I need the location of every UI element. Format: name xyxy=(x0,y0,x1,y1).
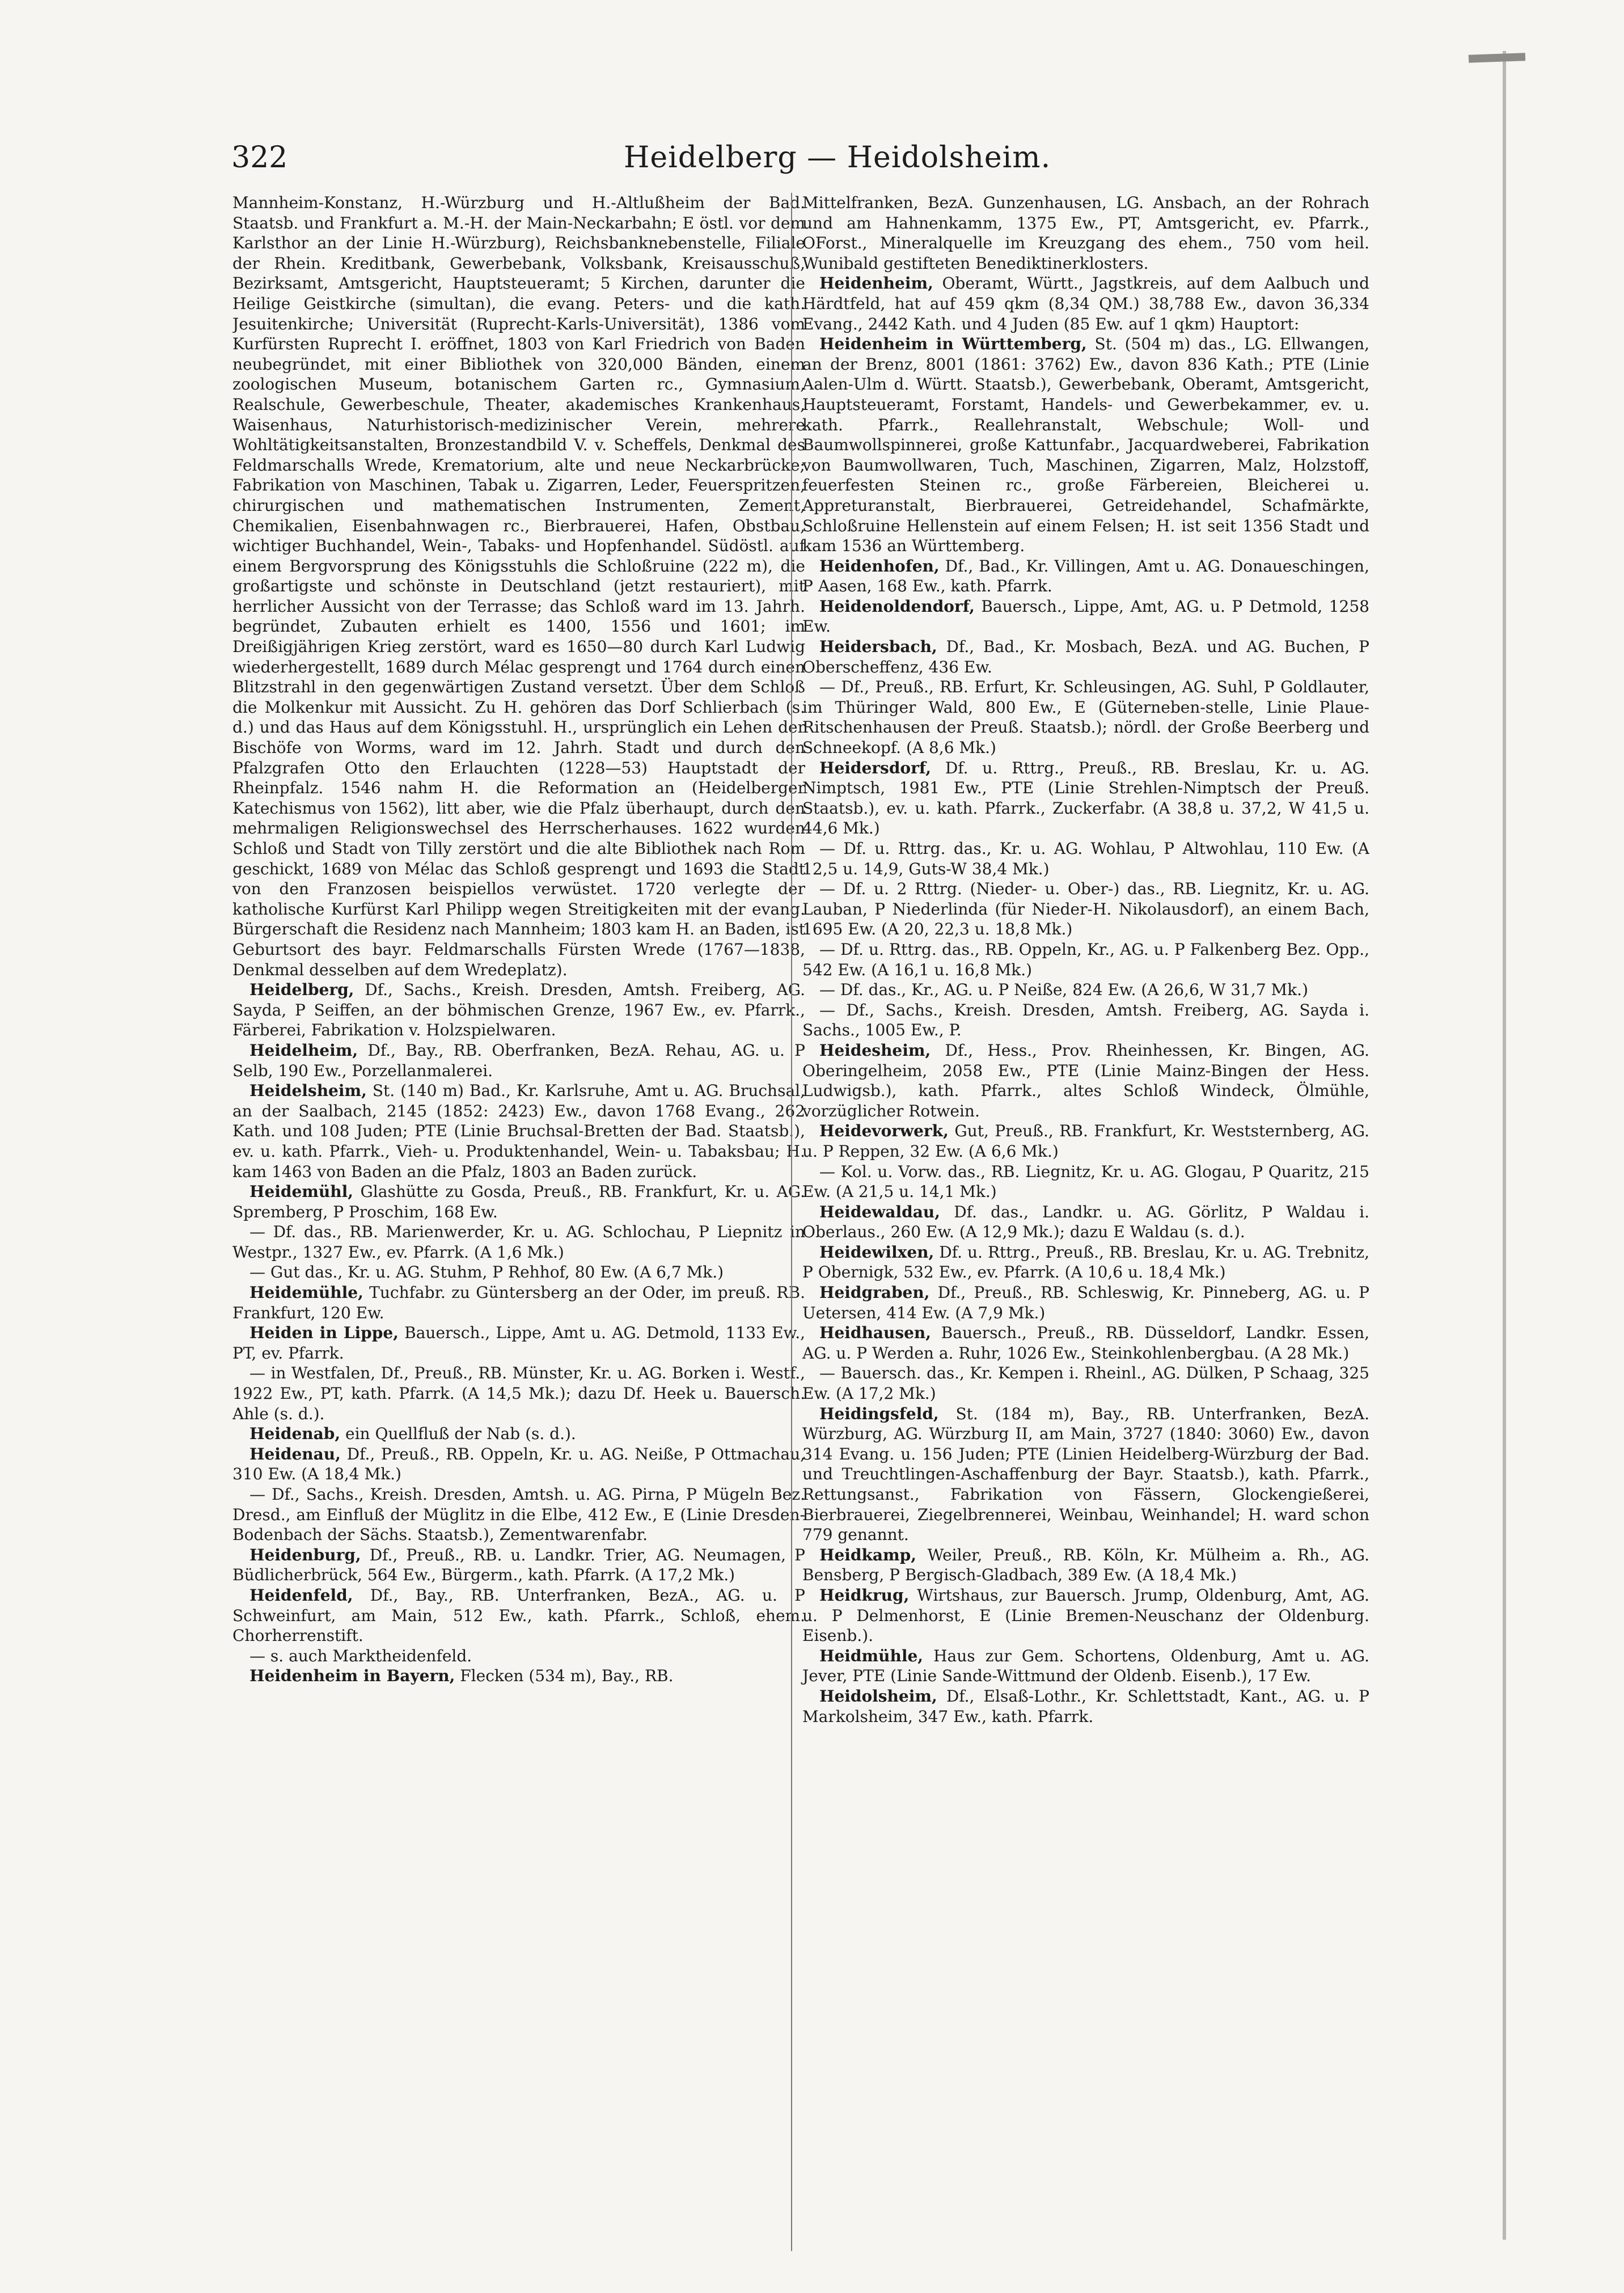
entry-headword: Heidenheim, xyxy=(819,274,933,293)
dictionary-entry xyxy=(802,596,1369,637)
dictionary-entry xyxy=(232,1283,805,1323)
entry-headword: Heidevorwerk, xyxy=(819,1122,949,1141)
entry-headword: Heidelberg, xyxy=(249,980,354,1000)
entry-text: — Df. das., Kr., AG. u. P Neiße, 824 Ew. (A 26,6, W 31,7 Mk.) xyxy=(819,980,1308,1000)
entry-text: St. (504 m) das., LG. Ellwangen, an der Brenz, 8001 (1861: 3762) Ew., davon 836 Kath.; PTE (Linie Aalen-Ulm d. Württ. Staatsb.), Gewerbebank, Oberamt, Amtsgericht, Hauptsteueramt, Forstamt, Handels- und Gewerbekammer, ev. u. kath. Pfarrk., Reallehranstalt, Webschule; Woll- und Baumwollspinnerei, große Kattunfabr., Jacquardweberei, Fabrikation von Baumwollwaren, Tuch, Maschinen, Zigarren, Malz, Holzstoff, feuerfesten Steinen rc., große Färbereien, Bleicherei u. Appreturanstalt, Bierbrauerei, Getreidehandel, Schafmärkte, Schloßruine Hellenstein auf einem Felsen; H. ist seit 1356 Stadt und kam 1536 an Württemberg. xyxy=(802,335,1369,556)
dictionary-entry xyxy=(802,1040,1369,1121)
dictionary-entry xyxy=(802,758,1369,839)
entry-text: Df. u. Rttrg., Preuß., RB. Breslau, Kr. u. AG. Trebnitz, P Obernigk, 532 Ew., ev. Pfarrk. (A 10,6 u. 18,4 Mk.) xyxy=(802,1242,1369,1282)
dictionary-entry xyxy=(802,940,1369,980)
entry-headword: Heidemühle, xyxy=(249,1283,363,1302)
entry-text: Df., Preuß., RB. Schleswig, Kr. Pinneberg, AG. u. P Uetersen, 414 Ew. (A 7,9 Mk.) xyxy=(802,1283,1369,1322)
entry-text: Tuchfabr. zu Güntersberg an der Oder, im preuß. RB. Frankfurt, 120 Ew. xyxy=(232,1283,805,1322)
entry-text: Df., Bad., Kr. Villingen, Amt u. AG. Donaueschingen, P Aasen, 168 Ew., kath. Pfarrk. xyxy=(802,556,1369,596)
right-column xyxy=(791,193,1369,2251)
entry-headword: Heidewilxen, xyxy=(819,1242,934,1262)
dictionary-entry xyxy=(802,879,1369,940)
entry-text: St. (184 m), Bay., RB. Unterfranken, BezA. Würzburg, AG. Würzburg II, am Main, 3727 (1840: 3060) Ew., davon 314 Evang. u. 156 Juden; PTE (Linien Heidelberg-Würzburg der Bad. und Treuchtlingen-Aschaffenburg der Bayr. Staatsb.), kath. Pfarrk., Rettungsanst., Fabrikation von Fässern, Glockengießerei, Bierbrauerei, Ziegelbrennerei, Weinbau, Weinhandel; H. ward schon 779 genannt. xyxy=(802,1404,1369,1545)
dictionary-entry xyxy=(232,1081,805,1182)
dictionary-entry xyxy=(802,637,1369,677)
entry-headword: Heidersbach, xyxy=(819,637,937,657)
dictionary-entry xyxy=(232,1222,805,1262)
dictionary-entry xyxy=(802,839,1369,879)
dictionary-entry xyxy=(232,1424,805,1444)
entry-text: Df., Sachs., Kreish. Dresden, Amtsh. Freiberg, AG. Sayda, P Seiffen, an der böhmischen Grenze, 1967 Ew., ev. Pfarrk., Färberei, Fabrikation v. Holzspielwaren. xyxy=(232,980,805,1040)
entry-headword: Heidingsfeld, xyxy=(819,1404,939,1423)
entry-headword: Heidenau, xyxy=(249,1444,341,1463)
entry-text: Bauersch., Lippe, Amt, AG. u. P Detmold, 1258 Ew. xyxy=(802,596,1369,636)
dictionary-entry xyxy=(802,1242,1369,1283)
entry-headword: Heidolsheim, xyxy=(819,1686,937,1706)
entry-text: — in Westfalen, Df., Preuß., RB. Münster, Kr. u. AG. Borken i. Westf., 1922 Ew., PT, kath. Pfarrk. (A 14,5 Mk.); dazu Df. Heek u. Bauersch. Ahle (s. d.). xyxy=(232,1364,805,1423)
entry-text: Df., Preuß., RB. Oppeln, Kr. u. AG. Neiße, P Ottmachau, 310 Ew. (A 18,4 Mk.) xyxy=(232,1444,805,1484)
dictionary-entry xyxy=(802,556,1369,596)
entry-text: Df., Bad., Kr. Mosbach, BezA. und AG. Buchen, P Oberscheffenz, 436 Ew. xyxy=(802,637,1369,676)
entry-text: Oberamt, Württ., Jagstkreis, auf dem Aalbuch und Härdtfeld, hat auf 459 qkm (8,34 QM.) 38,788 Ew., davon 36,334 Evang., 2442 Kath. und 4 Juden (85 Ew. auf 1 qkm) Hauptort: xyxy=(802,274,1369,333)
entry-text: ein Quellfluß der Nab (s. d.). xyxy=(340,1424,576,1444)
entry-text: Df., Hess., Prov. Rheinhessen, Kr. Bingen, AG. Oberingelheim, 2058 Ew., PTE (Linie Mainz-Bingen der Hess. Ludwigsb.), kath. Pfarrk., altes Schloß Windeck, Ölmühle, vorzüglicher Rotwein. xyxy=(802,1040,1369,1120)
entry-headword: Heidelheim, xyxy=(249,1040,358,1060)
dictionary-entry xyxy=(802,1404,1369,1545)
entry-headword: Heidkrug, xyxy=(819,1585,910,1605)
entry-text: Wirtshaus, zur Bauersch. Jrump, Oldenburg, Amt, AG. u. P Delmenhorst, E (Linie Bremen-Neuschanz der Oldenburg. Eisenb.). xyxy=(802,1585,1369,1645)
dictionary-entry xyxy=(232,1484,805,1545)
entry-text: Df., Elsaß-Lothr., Kr. Schlettstadt, Kant., AG. u. P Markolsheim, 347 Ew., kath. Pfarrk. xyxy=(802,1686,1369,1726)
entry-headword: Heidenburg, xyxy=(249,1545,361,1564)
entry-text: Bauersch., Lippe, Amt u. AG. Detmold, 1133 Ew., PT, ev. Pfarrk. xyxy=(232,1323,805,1363)
dictionary-entry xyxy=(802,1585,1369,1646)
dictionary-entry xyxy=(232,980,805,1040)
dictionary-entry xyxy=(232,1040,805,1081)
entry-text: Haus zur Gem. Schortens, Oldenburg, Amt u. AG. Jever, PTE (Linie Sande-Wittmund der Oldenb. Eisenb.), 17 Ew. xyxy=(802,1646,1369,1686)
dictionary-entry xyxy=(802,1121,1369,1161)
page-edge xyxy=(1503,51,1506,2240)
entry-headword: Heidewaldau, xyxy=(819,1202,941,1221)
page-edge-top xyxy=(1469,53,1525,62)
entry-headword: Heidenoldendorf, xyxy=(819,596,975,616)
page-number: 322 xyxy=(231,141,288,175)
dictionary-entry xyxy=(802,193,1369,273)
entry-text: Df., Bay., RB. Unterfranken, BezA., AG. u. P Schweinfurt, am Main, 512 Ew., kath. Pfarrk., Schloß, ehem. Chorherrenstift. xyxy=(232,1585,805,1645)
dictionary-entry xyxy=(232,1545,805,1585)
dictionary-entry xyxy=(232,1363,805,1424)
dictionary-entry xyxy=(232,1323,805,1363)
dictionary-entry xyxy=(802,677,1369,758)
dictionary-entry xyxy=(802,273,1369,334)
dictionary-entry xyxy=(232,1585,805,1646)
entry-text: Bauersch., Preuß., RB. Düsseldorf, Landkr. Essen, AG. u. P Werden a. Ruhr, 1026 Ew., Steinkohlenbergbau. (A 28 Mk.) xyxy=(802,1323,1369,1363)
entry-text: — Bauersch. das., Kr. Kempen i. Rheinl., AG. Dülken, P Schaag, 325 Ew. (A 17,2 Mk.) xyxy=(802,1364,1369,1403)
entry-text: Glashütte zu Gosda, Preuß., RB. Frankfurt, Kr. u. AG. Spremberg, P Proschim, 168 Ew. xyxy=(232,1182,805,1221)
dictionary-entry xyxy=(802,334,1369,556)
entry-text: — Df., Sachs., Kreish. Dresden, Amtsh. Freiberg, AG. Sayda i. Sachs., 1005 Ew., P. xyxy=(802,1000,1369,1040)
entry-headword: Heiden in Lippe, xyxy=(249,1323,399,1343)
entry-headword: Heidesheim, xyxy=(819,1040,931,1060)
entry-text: Mannheim-Konstanz, H.-Würzburg und H.-Altlußheim der Bad. Staatsb. und Frankfurt a. M.-H. der Main-Neckarbahn; E östl. vor dem Karlsthor an der Linie H.-Würzburg), Reichsbanknebenstelle, Filiale der Rhein. Kreditbank, Gewerbebank, Volksbank, Kreisausschuß, Bezirksamt, Amtsgericht, Hauptsteueramt; 5 Kirchen, darunter die Heilige Geistkirche (simultan), die evang. Peters- und die kath. Jesuitenkirche; Universität (Ruprecht-Karls-Universität), 1386 vom Kurfürsten Ruprecht I. eröffnet, 1803 von Karl Friedrich von Baden neubegründet, mit einer Bibliothek von 320,000 Bänden, einem zoologischen Museum, botanischem Garten rc., Gymnasium, Realschule, Gewerbeschule, Theater, akademisches Krankenhaus, Waisenhaus, Naturhistorisch-medizinischer Verein, mehrere Wohltätigkeitsanstalten, Bronzestandbild V. v. Scheffels, Denkmal des Feldmarschalls Wrede, Krematorium, alte und neue Neckarbrücke; Fabrikation von Maschinen, Tabak u. Zigarren, Leder, Feuerspritzen, chirurgischen und mathematischen Instrumenten, Zement, Chemikalien, Eisenbahnwagen rc., Bierbrauerei, Hafen, Obstbau, wichtiger Buchhandel, Wein-, Tabaks- und Hopfenhandel. Südöstl. auf einem Bergvorsprung des Königsstuhls die Schloßruine (222 m), die großartigste und schönste in Deutschland (jetzt restauriert), mit herrlicher Aussicht von der Terrasse; das Schloß ward im 13. Jahrh. begründet, Zubauten erhielt es 1400, 1556 und 1601; im Dreißigjährigen Krieg zerstört, ward es 1650—80 durch Karl Ludwig wiederhergestellt, 1689 durch Mélac gesprengt und 1764 durch einen Blitzstrahl in den gegenwärtigen Zustand versetzt. Über dem Schloß die Molkenkur mit Aussicht. Zu H. gehören das Dorf Schlierbach (s. d.) und das Haus auf dem Königsstuhl. H., ursprünglich ein Lehen der Bischöfe von Worms, ward im 12. Jahrh. Stadt und durch den Pfalzgrafen Otto den Erlauchten (1228—53) Hauptstadt der Rheinpfalz. 1546 nahm H. die Reformation an (Heidelberger Katechismus von 1562), litt aber, wie die Pfalz überhaupt, durch den mehrmaligen Religionswechsel des Herrscherhauses. 1622 wurden Schloß und Stadt von Tilly zerstört und die alte Bibliothek nach Rom geschickt, 1689 von Mélac das Schloß gesprengt und 1693 die Stadt von den Franzosen beispiellos verwüstet. 1720 verlegte der katholische Kurfürst Karl Philipp wegen Streitigkeiten mit der evang. Bürgerschaft die Residenz nach Mannheim; 1803 kam H. an Baden, ist Geburtsort des bayr. Feldmarschalls Fürsten Wrede (1767—1838, Denkmal desselben auf dem Wredeplatz). xyxy=(232,193,805,979)
dictionary-entry xyxy=(802,1686,1369,1727)
entry-text: — Kol. u. Vorw. das., RB. Liegnitz, Kr. u. AG. Glogau, P Quaritz, 215 Ew. (A 21,5 u. 14,1 Mk.) xyxy=(802,1162,1369,1202)
page-title: Heidelberg — Heidolsheim. xyxy=(624,141,1051,175)
entry-text: Df., Bay., RB. Oberfranken, BezA. Rehau, AG. u. P Selb, 190 Ew., Porzellanmalerei. xyxy=(232,1040,805,1080)
dictionary-entry xyxy=(802,1545,1369,1585)
dictionary-entry xyxy=(802,1363,1369,1403)
entry-text: — Df., Preuß., RB. Erfurt, Kr. Schleusingen, AG. Suhl, P Goldlauter, im Thüringer Wald, 800 Ew., E (Güterneben-stelle, Linie Plaue-Ritschenhausen der Preuß. Staatsb.); nördl. der Große Beerberg und Schneekopf. (A 8,6 Mk.) xyxy=(802,678,1369,758)
entry-text: — Df. u. 2 Rttrg. (Nieder- u. Ober-) das., RB. Liegnitz, Kr. u. AG. Lauban, P Niederlinda (für Nieder-H. Nikolausdorf), an einem Bach, 1695 Ew. (A 20, 22,3 u. 18,8 Mk.) xyxy=(802,879,1369,939)
dictionary-entry xyxy=(802,1000,1369,1040)
entry-text: Mittelfranken, BezA. Gunzenhausen, LG. Ansbach, an der Rohrach und am Hahnenkamm, 1375 Ew., PT, Amtsgericht, ev. Pfarrk., OForst., Mineralquelle im Kreuzgang des ehem., 750 vom heil. Wunibald gestifteten Benediktinerklosters. xyxy=(802,193,1369,273)
dictionary-entry xyxy=(232,1262,805,1283)
dictionary-entry xyxy=(232,1666,805,1686)
entry-headword: Heidenfeld, xyxy=(249,1585,353,1605)
entry-text: — Gut das., Kr. u. AG. Stuhm, P Rehhof, 80 Ew. (A 6,7 Mk.) xyxy=(249,1263,724,1282)
entry-text: Flecken (534 m), Bay., RB. xyxy=(455,1666,674,1686)
entry-text: — s. auch Marktheidenfeld. xyxy=(249,1646,472,1665)
entry-text: Df. das., Landkr. u. AG. Görlitz, P Waldau i. Oberlaus., 260 Ew. (A 12,9 Mk.); dazu E Waldau (s. d.). xyxy=(802,1202,1369,1242)
entry-text: — Df., Sachs., Kreish. Dresden, Amtsh. u. AG. Pirna, P Mügeln Bez. Dresd., am Einfluß der Müglitz in die Elbe, 412 Ew., E (Linie Dresden-Bodenbach der Sächs. Staatsb.), Zementwarenfabr. xyxy=(232,1485,805,1545)
dictionary-entry xyxy=(802,1323,1369,1363)
entry-text: Df. u. Rttrg., Preuß., RB. Breslau, Kr. u. AG. Nimptsch, 1981 Ew., PTE (Linie Strehlen-Nimptsch der Preuß. Staatsb.), ev. u. kath. Pfarrk., Zuckerfabr. (A 38,8 u. 37,2, W 41,5 u. 44,6 Mk.) xyxy=(802,758,1369,838)
entry-headword: Heidersdorf, xyxy=(819,758,931,777)
dictionary-entry xyxy=(802,1202,1369,1242)
dictionary-entry xyxy=(802,1283,1369,1323)
dictionary-entry xyxy=(802,1646,1369,1686)
entry-text: Gut, Preuß., RB. Frankfurt, Kr. Weststernberg, AG. u. P Reppen, 32 Ew. (A 6,6 Mk.) xyxy=(802,1122,1369,1161)
entry-text: St. (140 m) Bad., Kr. Karlsruhe, Amt u. AG. Bruchsal, an der Saalbach, 2145 (1852: 2423) Ew., davon 1768 Evang., 262 Kath. und 108 Juden; PTE (Linie Bruchsal-Bretten der Bad. Staatsb.), ev. u. kath. Pfarrk., Vieh- u. Produktenhandel, Wein- u. Tabaksbau; H. kam 1463 von Baden an die Pfalz, 1803 an Baden zurück. xyxy=(232,1081,805,1181)
entry-headword: Heidenheim in Württemberg, xyxy=(819,335,1087,354)
entry-headword: Heidmühle, xyxy=(819,1646,924,1665)
entry-text: Weiler, Preuß., RB. Köln, Kr. Mülheim a. Rh., AG. Bensberg, P Bergisch-Gladbach, 389 Ew. (A 18,4 Mk.) xyxy=(802,1545,1369,1585)
entry-text: Df., Preuß., RB. u. Landkr. Trier, AG. Neumagen, P Büdlicherbrück, 564 Ew., Bürgerm., kath. Pfarrk. (A 17,2 Mk.) xyxy=(232,1545,805,1585)
entry-headword: Heidhausen, xyxy=(819,1323,932,1343)
entry-headword: Heidelsheim, xyxy=(249,1081,367,1101)
entry-headword: Heidkamp, xyxy=(819,1545,916,1564)
dictionary-entry xyxy=(232,193,805,980)
dictionary-entry xyxy=(802,1162,1369,1202)
entry-headword: Heidenab, xyxy=(249,1424,341,1444)
entry-headword: Heidenheim in Bayern, xyxy=(249,1666,455,1686)
dictionary-entry xyxy=(802,980,1369,1000)
entry-headword: Heidemühl, xyxy=(249,1182,354,1202)
dictionary-entry xyxy=(232,1444,805,1484)
dictionary-entry xyxy=(232,1646,805,1666)
entry-headword: Heidenhofen, xyxy=(819,556,940,576)
left-column xyxy=(232,193,805,2251)
entry-text: — Df. das., RB. Marienwerder, Kr. u. AG. Schlochau, P Liepnitz in Westpr., 1327 Ew., ev. Pfarrk. (A 1,6 Mk.) xyxy=(232,1222,805,1262)
entry-headword: Heidgraben, xyxy=(819,1283,930,1302)
entry-text: — Df. u. Rttrg. das., Kr. u. AG. Wohlau, P Altwohlau, 110 Ew. (A 12,5 u. 14,9, Guts-W 38,4 Mk.) xyxy=(802,839,1369,878)
entry-text: — Df. u. Rttrg. das., RB. Oppeln, Kr., AG. u. P Falkenberg Bez. Opp., 542 Ew. (A 16,1 u. 16,8 Mk.) xyxy=(802,940,1369,979)
dictionary-entry xyxy=(232,1182,805,1222)
